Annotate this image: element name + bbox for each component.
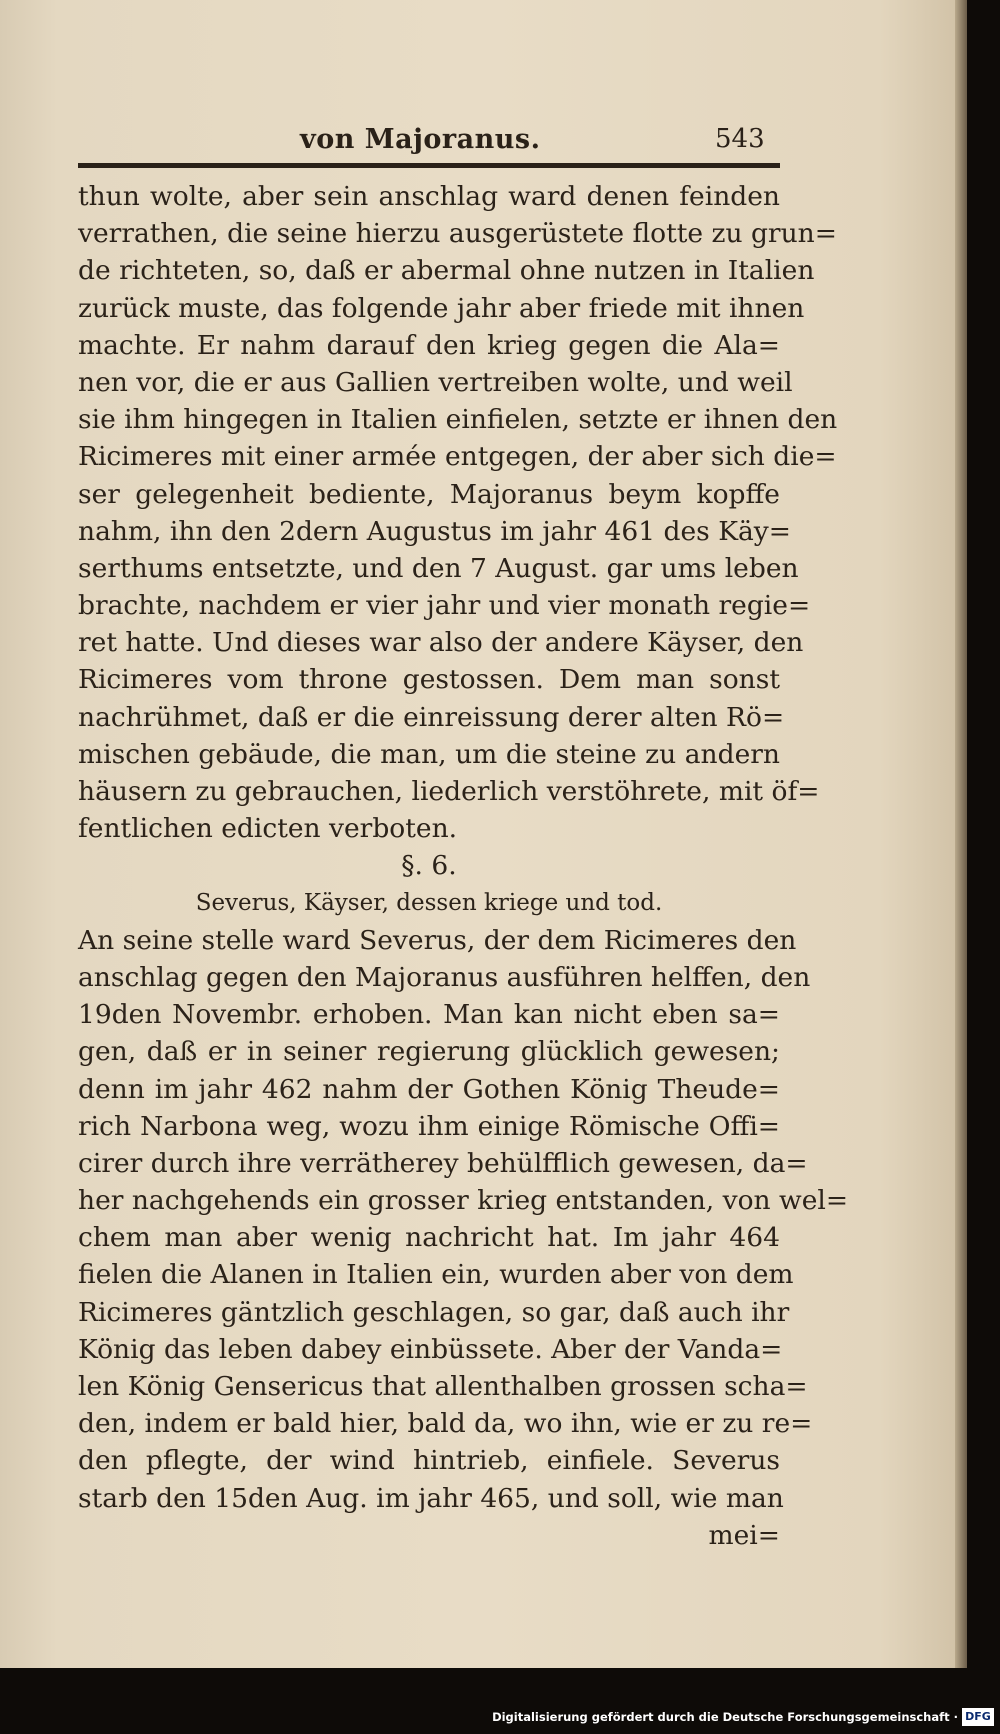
text-line: sie ihm hingegen in Italien einfielen, setzte er ihnen den — [78, 404, 838, 436]
text-line: ser gelegenheit bediente, Majoranus beym kopffe — [78, 478, 780, 510]
text-line: machte. Er nahm darauf den krieg gegen die Ala= — [78, 329, 780, 361]
text-line: de richteten, so, daß er abermal ohne nutzen in Italien — [78, 255, 815, 287]
page-edge — [955, 0, 967, 1668]
text-line: den, indem er bald hier, bald da, wo ihn, wie er zu re= — [78, 1408, 813, 1440]
running-title: von Majoranus. — [300, 124, 541, 155]
text-line: fentlichen edicten verboten. — [78, 813, 458, 845]
text-line: nen vor, die er aus Gallien vertreiben wolte, und weil — [78, 366, 793, 398]
text-line: thun wolte, aber sein anschlag ward denen feinden — [78, 181, 780, 212]
text-line: chem man aber wenig nachricht hat. Im jahr 464 — [78, 1222, 780, 1254]
text-line: fielen die Alanen in Italien ein, wurden aber von dem — [78, 1259, 794, 1291]
text-line: König das leben dabey einbüssete. Aber der Vanda= — [78, 1333, 783, 1365]
text-line: brachte, nachdem er vier jahr und vier monath regie= — [78, 590, 811, 622]
text-line: Ricimeres mit einer armée entgegen, der aber sich die= — [78, 441, 837, 473]
text-line: starb den 15den Aug. im jahr 465, und soll, wie man — [78, 1482, 784, 1514]
text-line: häusern zu gebrauchen, liederlich verstöhrete, mit öf= — [78, 776, 820, 807]
text-line: zurück muste, das folgende jahr aber friede mit ihnen — [78, 292, 805, 324]
text-line: den pflegte, der wind hintrieb, einfiele. Severus — [78, 1445, 780, 1477]
text-line: An seine stelle ward Severus, der dem Ricimeres den — [78, 924, 797, 956]
body-text — [78, 178, 849, 1554]
text-line: nachrühmet, daß er die einreissung derer alten Rö= — [78, 701, 785, 733]
text-line: anschlag gegen den Majoranus ausführen helffen, den — [78, 961, 811, 993]
section-number: §. 6. — [401, 850, 457, 882]
text-line: gen, daß er in seiner regierung glücklich gewesen; — [78, 1036, 780, 1068]
text-line: mischen gebäude, die man, um die steine zu andern — [78, 738, 780, 770]
page-number: 543 — [715, 124, 765, 154]
text-line: Ricimeres vom throne gestossen. Dem man sonst — [78, 664, 780, 696]
catchword: mei= — [708, 1519, 780, 1551]
text-line: denn im jahr 462 nahm der Gothen König Theude= — [78, 1073, 780, 1105]
page-header — [80, 118, 780, 158]
text-line: verrathen, die seine hierzu ausgerüstete flotte zu grun= — [78, 218, 837, 250]
text-line: ret hatte. Und dieses war also der andere Käyser, den — [78, 627, 804, 659]
text-line: Ricimeres gäntzlich geschlagen, so gar, daß auch ihr — [78, 1296, 790, 1328]
text-line: len König Gensericus that allenthalben grossen scha= — [78, 1371, 808, 1402]
text-line: nahm, ihn den 2dern Augustus im jahr 461 des Käy= — [78, 515, 791, 547]
header-rule — [78, 163, 780, 168]
section-heading: Severus, Käyser, dessen kriege und tod. — [195, 889, 663, 916]
text-line: serthums entsetzte, und den 7 August. gar ums leben — [78, 552, 799, 584]
text-line: 19den Novembr. erhoben. Man kan nicht eben sa= — [78, 999, 780, 1031]
footer-bar — [0, 1700, 1000, 1734]
text-line: rich Narbona weg, wozu ihm einige Römische Offi= — [78, 1110, 780, 1142]
text-line: her nachgehends ein grosser krieg entstanden, von wel= — [78, 1185, 849, 1217]
dfg-logo: DFG — [962, 1708, 994, 1726]
text-line: cirer durch ihre verrätherey behülfflich gewesen, da= — [78, 1147, 808, 1179]
digitization-credit: Digitalisierung gefördert durch die Deutsche Forschungsgemeinschaft · — [492, 1710, 958, 1724]
